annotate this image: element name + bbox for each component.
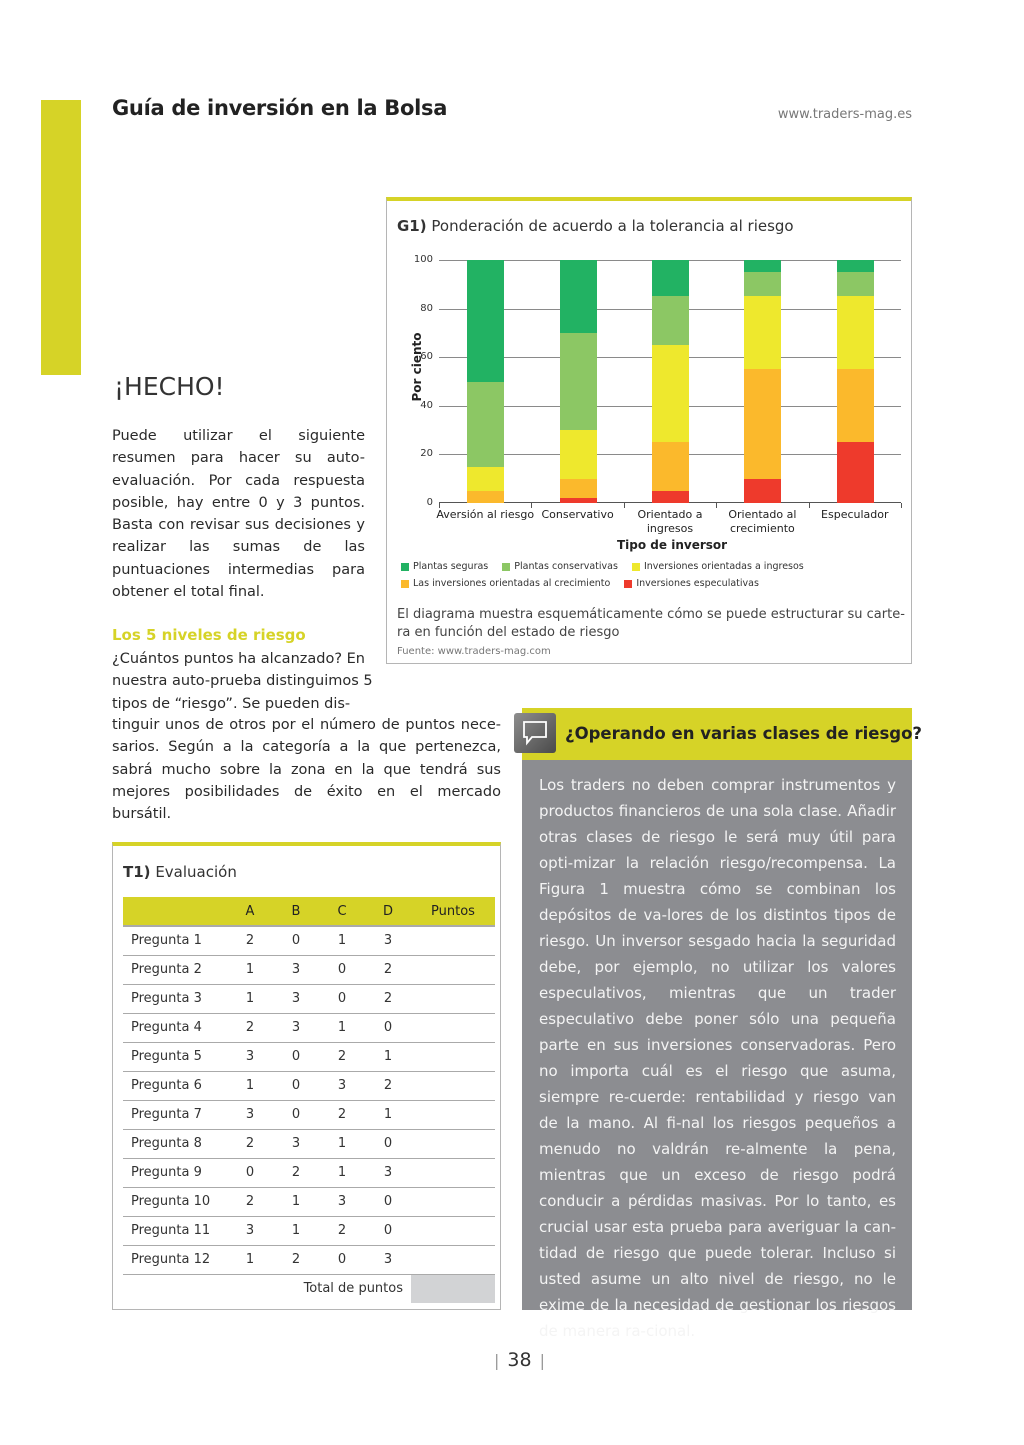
score-cell: 2 bbox=[319, 1216, 365, 1245]
total-label: Total de puntos bbox=[303, 1281, 403, 1297]
chart-bar-segment bbox=[837, 442, 874, 503]
points-cell[interactable] bbox=[411, 984, 495, 1013]
total-row bbox=[123, 1274, 495, 1303]
table-row bbox=[123, 984, 495, 1013]
score-cell: 1 bbox=[227, 1245, 273, 1274]
score-cell: 1 bbox=[227, 1071, 273, 1100]
chart-bar-segment bbox=[467, 260, 504, 382]
legend-swatch-icon bbox=[401, 580, 409, 588]
chart-bar-segment bbox=[652, 345, 689, 442]
question-label: Pregunta 5 bbox=[123, 1042, 227, 1071]
table-row bbox=[123, 1071, 495, 1100]
chart-bar bbox=[744, 260, 781, 503]
page-number: | 38 | bbox=[494, 1349, 545, 1371]
score-cell: 3 bbox=[227, 1216, 273, 1245]
evaluation-table-box bbox=[112, 842, 501, 1310]
table-title: T1) Evaluación bbox=[123, 863, 237, 881]
legend-label: Plantas conservativas bbox=[514, 561, 618, 572]
score-cell: 0 bbox=[319, 984, 365, 1013]
chart-bar-segment bbox=[560, 430, 597, 479]
legend-label: Las inversiones orientadas al crecimiento bbox=[413, 578, 611, 589]
score-cell: 2 bbox=[227, 1129, 273, 1158]
question-label: Pregunta 1 bbox=[123, 926, 227, 955]
legend-item bbox=[632, 561, 804, 572]
chart-bar-segment bbox=[560, 498, 597, 503]
legend-label: Inversiones orientadas a ingresos bbox=[643, 561, 804, 572]
chart-bar-segment bbox=[837, 296, 874, 369]
chart-y-tick: 40 bbox=[420, 399, 433, 411]
accent-bar bbox=[41, 100, 81, 375]
page-title: Guía de inversión en la Bolsa bbox=[112, 96, 448, 120]
chart-y-axis-label: Por ciento bbox=[410, 332, 424, 402]
score-cell: 3 bbox=[365, 1245, 411, 1274]
table-header-cell: C bbox=[319, 897, 365, 926]
chart-bar-segment bbox=[467, 491, 504, 503]
score-cell: 2 bbox=[319, 1042, 365, 1071]
points-cell[interactable] bbox=[411, 1013, 495, 1042]
score-cell: 3 bbox=[273, 1129, 319, 1158]
score-cell: 3 bbox=[365, 926, 411, 955]
chart-legend bbox=[401, 561, 901, 595]
score-cell: 0 bbox=[227, 1158, 273, 1187]
question-label: Pregunta 10 bbox=[123, 1187, 227, 1216]
points-cell[interactable] bbox=[411, 1071, 495, 1100]
chart-bar-segment bbox=[744, 479, 781, 503]
legend-item bbox=[401, 561, 488, 572]
table-row bbox=[123, 955, 495, 984]
question-label: Pregunta 12 bbox=[123, 1245, 227, 1274]
score-cell: 0 bbox=[365, 1216, 411, 1245]
chart-caption: El diagrama muestra esquemáticamente cómo se puede estructurar su carte-ra en función del estado de riesgo bbox=[397, 607, 905, 640]
score-cell: 2 bbox=[227, 926, 273, 955]
sidebar-title: ¿Operando en varias clases de riesgo? bbox=[565, 724, 922, 743]
score-cell: 1 bbox=[319, 1129, 365, 1158]
legend-row bbox=[401, 578, 901, 589]
score-cell: 2 bbox=[273, 1158, 319, 1187]
chart-figure bbox=[386, 197, 912, 664]
points-cell[interactable] bbox=[411, 1216, 495, 1245]
points-cell[interactable] bbox=[411, 1187, 495, 1216]
legend-item bbox=[502, 561, 618, 572]
question-label: Pregunta 9 bbox=[123, 1158, 227, 1187]
chart-x-category: Orientado a ingresos bbox=[637, 508, 703, 535]
chart-x-category: Conservativo bbox=[541, 508, 614, 521]
score-cell: 2 bbox=[273, 1245, 319, 1274]
chart-bar-segment bbox=[837, 260, 874, 272]
score-cell: 0 bbox=[273, 1042, 319, 1071]
points-cell[interactable] bbox=[411, 1100, 495, 1129]
points-cell[interactable] bbox=[411, 955, 495, 984]
table-header-cell: B bbox=[273, 897, 319, 926]
chart-bar-segment bbox=[744, 260, 781, 272]
chart-x-category: Aversión al riesgo bbox=[436, 508, 535, 521]
table-header-cell: Puntos bbox=[411, 897, 495, 926]
chart-y-tick: 20 bbox=[420, 448, 433, 460]
score-cell: 0 bbox=[273, 926, 319, 955]
legend-swatch-icon bbox=[632, 563, 640, 571]
question-label: Pregunta 6 bbox=[123, 1071, 227, 1100]
chart-bar-segment bbox=[560, 260, 597, 333]
score-cell: 2 bbox=[365, 1071, 411, 1100]
score-cell: 1 bbox=[273, 1216, 319, 1245]
chart-y-tick: 60 bbox=[420, 351, 433, 363]
chart-y-tick: 0 bbox=[426, 497, 433, 508]
legend-label: Inversiones especulativas bbox=[636, 578, 759, 589]
table-row bbox=[123, 1158, 495, 1187]
score-cell: 2 bbox=[365, 955, 411, 984]
chart-bar-segment bbox=[467, 382, 504, 467]
chart-bar bbox=[467, 260, 504, 503]
score-cell: 1 bbox=[273, 1187, 319, 1216]
question-label: Pregunta 8 bbox=[123, 1129, 227, 1158]
chart-plot-area bbox=[410, 254, 901, 535]
chart-bar-segment bbox=[560, 479, 597, 498]
chart-bar-segment bbox=[744, 272, 781, 296]
risk-levels-heading: Los 5 niveles de riesgo bbox=[112, 626, 306, 644]
score-cell: 3 bbox=[273, 984, 319, 1013]
points-cell[interactable] bbox=[411, 926, 495, 955]
question-label: Pregunta 3 bbox=[123, 984, 227, 1013]
hecho-paragraph: Puede utilizar el siguiente resumen para hacer su auto-evaluación. Por cada respuesta posible, hay entre 0 y 3 puntos. Basta con revisar sus decisiones y realizar las sumas de las puntuaciones intermedias para obtener el total final. bbox=[112, 428, 365, 601]
table-row bbox=[123, 1013, 495, 1042]
score-cell: 3 bbox=[319, 1071, 365, 1100]
score-cell: 2 bbox=[365, 984, 411, 1013]
chart-bar-segment bbox=[837, 369, 874, 442]
legend-swatch-icon bbox=[624, 580, 632, 588]
table-row bbox=[123, 1100, 495, 1129]
chart-bar-segment bbox=[837, 272, 874, 296]
chart-y-tick: 100 bbox=[413, 254, 433, 265]
risk-levels-paragraph-start: ¿Cuántos puntos ha alcanzado? En nuestra auto-prueba distinguimos 5 tipos de “riesgo”. Se pueden dis- bbox=[112, 651, 373, 712]
chart-bar bbox=[652, 260, 689, 503]
score-cell: 2 bbox=[227, 1187, 273, 1216]
chart-x-axis-label: Tipo de inversor bbox=[617, 538, 728, 552]
score-cell: 3 bbox=[273, 1013, 319, 1042]
chart-bar-segment bbox=[744, 296, 781, 369]
points-cell[interactable] bbox=[411, 1129, 495, 1158]
score-cell: 0 bbox=[365, 1129, 411, 1158]
table-row bbox=[123, 1042, 495, 1071]
score-cell: 1 bbox=[365, 1042, 411, 1071]
score-cell: 1 bbox=[319, 1013, 365, 1042]
points-cell[interactable] bbox=[411, 1245, 495, 1274]
score-cell: 0 bbox=[365, 1187, 411, 1216]
table-row bbox=[123, 1245, 495, 1274]
chart-source: Fuente: www.traders-mag.com bbox=[397, 646, 551, 657]
score-cell: 2 bbox=[319, 1100, 365, 1129]
legend-swatch-icon bbox=[401, 563, 409, 571]
chart-bar-segment bbox=[652, 442, 689, 491]
table-row bbox=[123, 1216, 495, 1245]
sidebar-paragraph: Los traders no deben comprar instrumentos y productos financieros de una sola clase. Añadir otras clases de riesgo le será muy útil para opti-mizar la relación riesgo/recompensa. La Figura 1 muestra cómo se combinan los depósitos de va-lores de los distintos tipos de riesgo. Un inversor sesgado hacia la seguridad debe, por ejemplo, no utilizar los valores especulativos, mientras que un trader especulativo debe poner sólo una pequeña parte en sus inversiones conservadoras. Pero no importa cuál es el riesgo que asuma, siempre re-cuerde: rentabilidad y riesgo van de la mano. Al fi-nal los riesgos pequeños a menudo no valdrán re-almente la pena, mientras que un exceso de riesgo podrá conducir a pérdidas masivas. Por lo tanto, es crucial usar esta prueba para averiguar la can-tidad de riesgo que puede tolerar. Incluso si usted asume un alto nivel de riesgo, no le exime de la necesidad de gestionar los riesgos de manera ra-cional. bbox=[539, 776, 896, 1340]
table-header-row bbox=[123, 897, 495, 926]
chart-bar bbox=[837, 260, 874, 503]
score-cell: 2 bbox=[227, 1013, 273, 1042]
score-cell: 3 bbox=[227, 1100, 273, 1129]
legend-row bbox=[401, 561, 901, 572]
risk-levels-paragraph-end: tinguir unos de otros por el número de puntos nece-sarios. Según a la categoría a la que pertenezca, sabrá mucho sobre la zona en la que tendrá sus mejores posibilidades de éxito en el mercado bursátil. bbox=[112, 717, 501, 823]
question-label: Pregunta 11 bbox=[123, 1216, 227, 1245]
chart-bar bbox=[560, 260, 597, 503]
points-cell[interactable] bbox=[411, 1158, 495, 1187]
points-cell[interactable] bbox=[411, 1042, 495, 1071]
hecho-heading: ¡HECHO! bbox=[114, 372, 225, 401]
score-cell: 0 bbox=[273, 1071, 319, 1100]
table-row bbox=[123, 1129, 495, 1158]
question-label: Pregunta 2 bbox=[123, 955, 227, 984]
legend-swatch-icon bbox=[502, 563, 510, 571]
score-cell: 3 bbox=[273, 955, 319, 984]
table-row bbox=[123, 926, 495, 955]
sidebar-body bbox=[522, 760, 912, 1340]
score-cell: 1 bbox=[319, 1158, 365, 1187]
chart-x-category: Orientado al crecimiento bbox=[728, 508, 797, 535]
chart-bar-segment bbox=[652, 491, 689, 503]
chart-bar-segment bbox=[744, 369, 781, 478]
legend-label: Plantas seguras bbox=[413, 561, 489, 572]
question-label: Pregunta 7 bbox=[123, 1100, 227, 1129]
table-header-cell bbox=[123, 897, 227, 926]
score-cell: 0 bbox=[319, 1245, 365, 1274]
table-header-cell: A bbox=[227, 897, 273, 926]
table-row bbox=[123, 1187, 495, 1216]
score-cell: 3 bbox=[365, 1158, 411, 1187]
score-cell: 0 bbox=[319, 955, 365, 984]
score-cell: 3 bbox=[319, 1187, 365, 1216]
score-cell: 1 bbox=[319, 926, 365, 955]
chart-y-tick: 80 bbox=[420, 302, 433, 314]
total-points-cell[interactable] bbox=[411, 1274, 495, 1303]
chart-x-category: Especulador bbox=[821, 508, 889, 521]
score-cell: 1 bbox=[227, 984, 273, 1013]
score-cell: 0 bbox=[273, 1100, 319, 1129]
chart-bar-segment bbox=[652, 260, 689, 296]
score-cell: 3 bbox=[227, 1042, 273, 1071]
legend-item bbox=[401, 578, 610, 589]
chart-bar-segment bbox=[652, 296, 689, 345]
legend-item bbox=[624, 578, 759, 589]
score-cell: 1 bbox=[227, 955, 273, 984]
chart-bar-segment bbox=[467, 467, 504, 491]
evaluation-table bbox=[123, 897, 495, 1303]
score-cell: 1 bbox=[365, 1100, 411, 1129]
score-cell: 0 bbox=[365, 1013, 411, 1042]
table-header-cell: D bbox=[365, 897, 411, 926]
speech-bubble-icon bbox=[514, 713, 556, 753]
chart-bar-segment bbox=[560, 333, 597, 430]
question-label: Pregunta 4 bbox=[123, 1013, 227, 1042]
chart-title: G1) Ponderación de acuerdo a la tolerancia al riesgo bbox=[397, 217, 794, 235]
site-url: www.traders-mag.es bbox=[777, 107, 912, 122]
